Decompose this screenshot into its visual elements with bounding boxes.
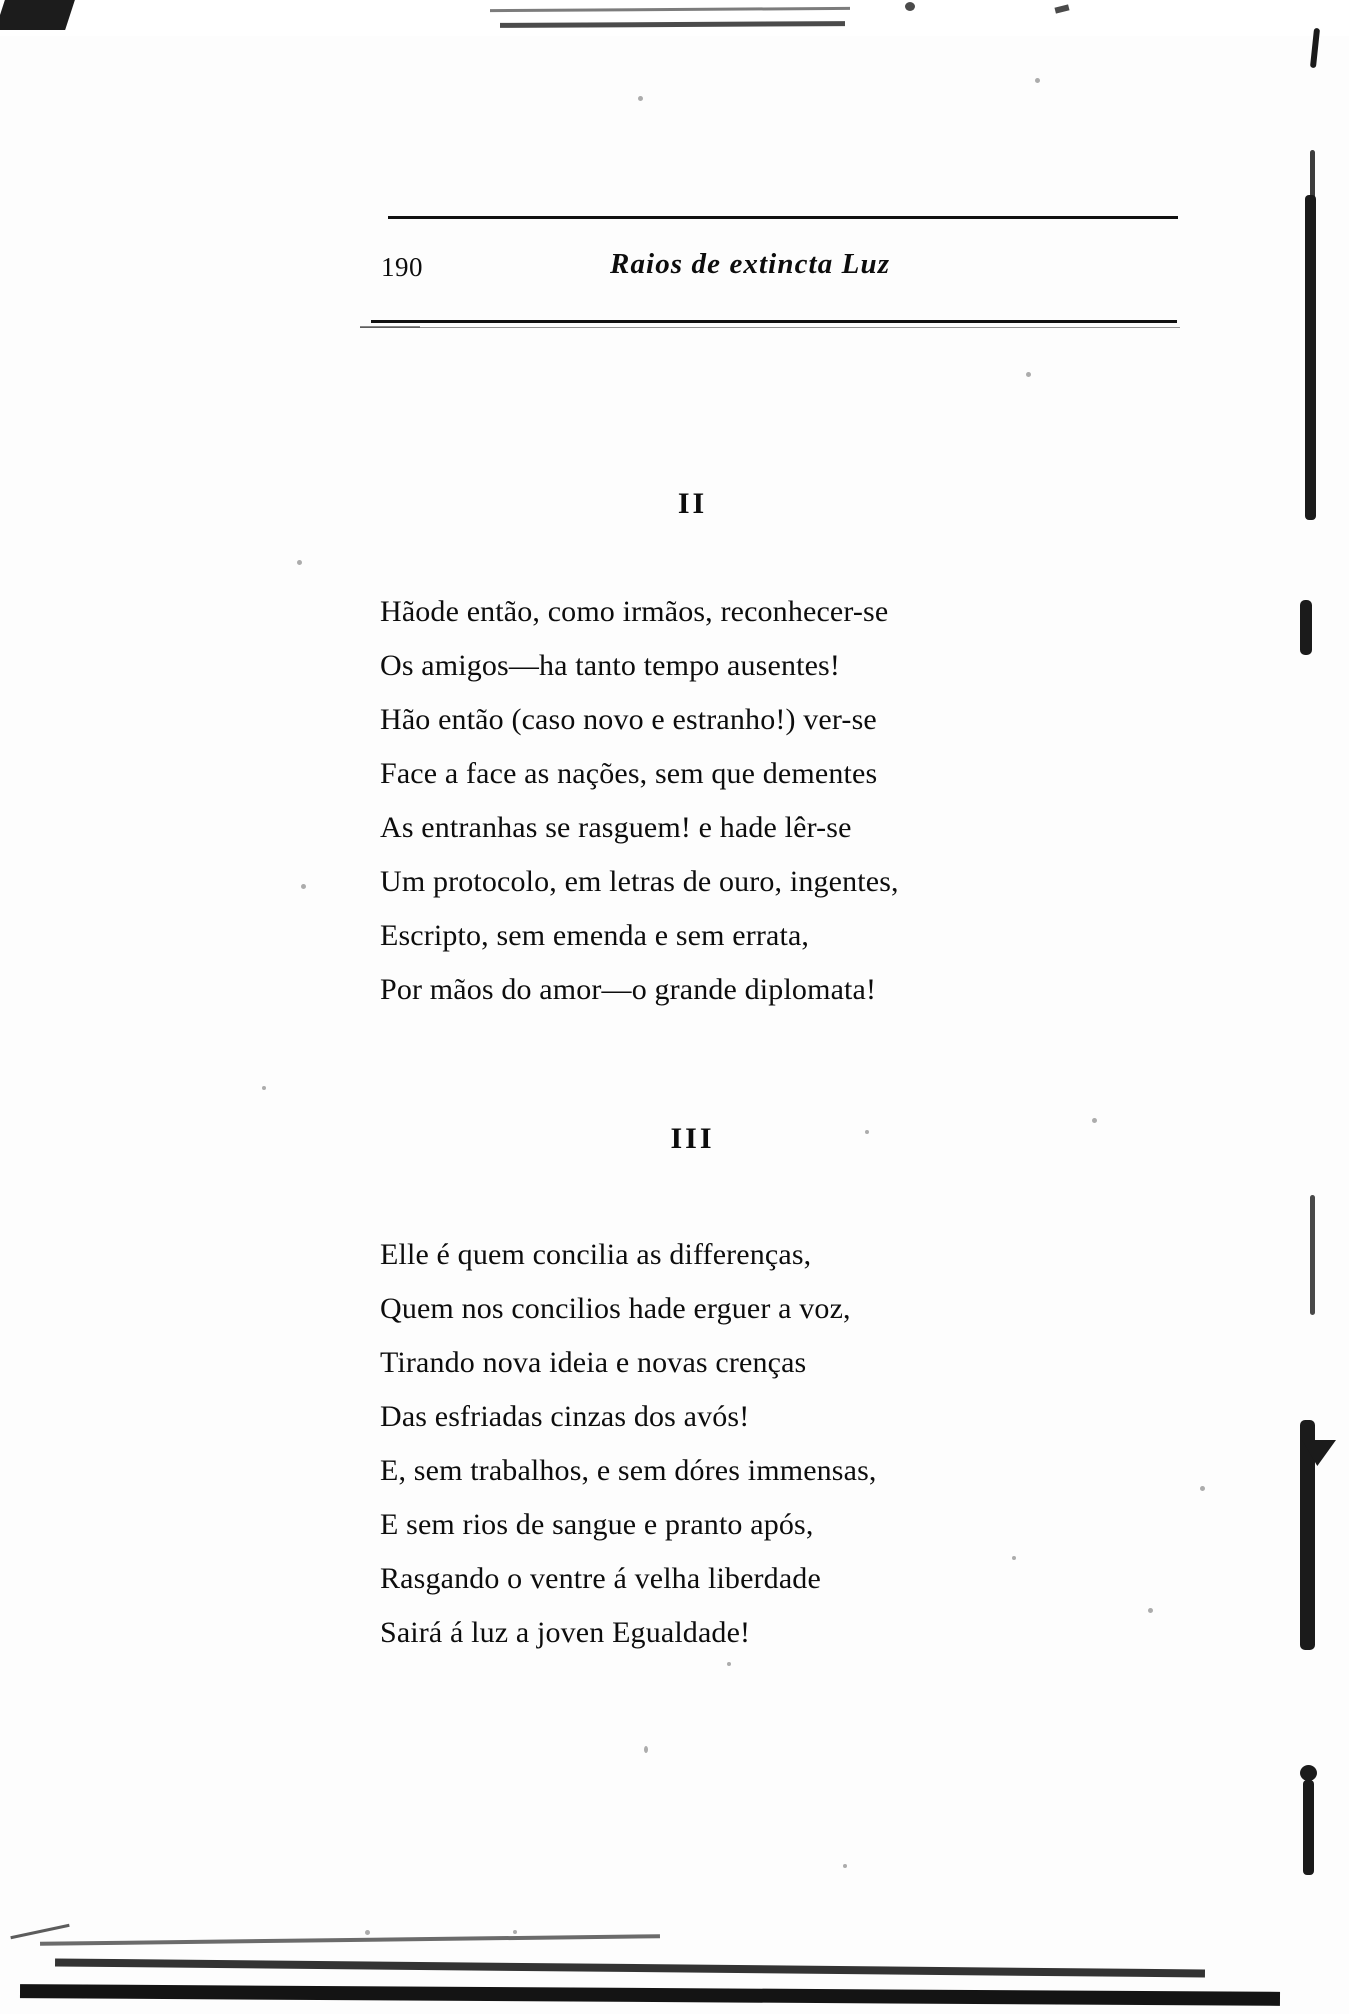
poem-line: Das esfriadas cinzas dos avós! (380, 1400, 750, 1433)
margin-ink-mark (1310, 1195, 1315, 1315)
stanza-iii (380, 1228, 877, 1660)
poem-line: Rasgando o ventre á velha liberdade (380, 1562, 821, 1595)
poem-line: Quem nos concilios hade erguer a voz, (380, 1292, 851, 1325)
scan-edge-bottom-artifact (55, 1958, 1205, 1977)
scan-speck-artifact (365, 1930, 370, 1935)
section-number-iii: III (670, 1122, 715, 1155)
header-rule-top (388, 216, 1178, 219)
scan-speck-artifact (262, 1086, 266, 1090)
scan-speck-artifact (644, 1746, 648, 1753)
poem-line: Sairá á luz a joven Egualdade! (380, 1616, 751, 1649)
scan-speck-artifact (1012, 1556, 1016, 1560)
header-rule-dash-artifact (360, 326, 420, 328)
poem-line: Um protocolo, em letras de ouro, ingentes, (380, 865, 899, 898)
running-head-title: Raios de extincta Luz (610, 248, 891, 280)
poem-line: E, sem trabalhos, e sem dóres immensas, (380, 1454, 877, 1487)
scan-speck-artifact (1200, 1486, 1205, 1491)
header-rule-bottom (371, 320, 1177, 323)
header-rule-bottom-hairline (360, 327, 1180, 328)
poem-line: E sem rios de sangue e pranto após, (380, 1508, 814, 1541)
margin-ink-mark (1300, 600, 1312, 655)
poem-line: Hãode então, como irmãos, reconhecer-se (380, 595, 889, 628)
scan-speck-artifact (638, 96, 643, 101)
scan-edge-bottom-artifact (20, 1984, 1280, 2006)
scan-speck-artifact (1026, 372, 1031, 377)
stanza-ii (380, 585, 899, 1017)
scan-edge-bottom-artifact (40, 1934, 660, 1946)
scan-speck-artifact (301, 884, 306, 889)
scan-speck-artifact (1148, 1608, 1153, 1613)
scan-speck-artifact (905, 2, 915, 11)
scan-speck-artifact (1035, 78, 1040, 83)
scan-edge-bottom-artifact (10, 1924, 69, 1939)
scan-edge-top-artifact (0, 0, 1349, 36)
scan-speck-artifact (297, 560, 302, 565)
page-number: 190 (381, 252, 423, 282)
poem-line: As entranhas se rasguem! e hade lêr-se (380, 811, 852, 844)
poem-line: Elle é quem concilia as differenças, (380, 1238, 812, 1271)
scan-speck-artifact (727, 1662, 731, 1666)
section-number-ii: II (677, 487, 708, 520)
margin-ink-mark (1305, 195, 1316, 520)
poem-line: Face a face as nações, sem que dementes (380, 757, 878, 790)
margin-ink-mark (1303, 1780, 1314, 1875)
scan-speck-artifact (843, 1864, 847, 1868)
poem-line: Os amigos—ha tanto tempo ausentes! (380, 649, 841, 682)
margin-ink-mark (1300, 1765, 1317, 1781)
poem-line: Escripto, sem emenda e sem errata, (380, 919, 810, 952)
poem-line: Hão então (caso novo e estranho!) ver-se (380, 703, 877, 736)
poem-line: Por mãos do amor—o grande diplomata! (380, 973, 877, 1006)
scan-speck-artifact (513, 1930, 517, 1934)
poem-line: Tirando nova ideia e novas crenças (380, 1346, 807, 1379)
